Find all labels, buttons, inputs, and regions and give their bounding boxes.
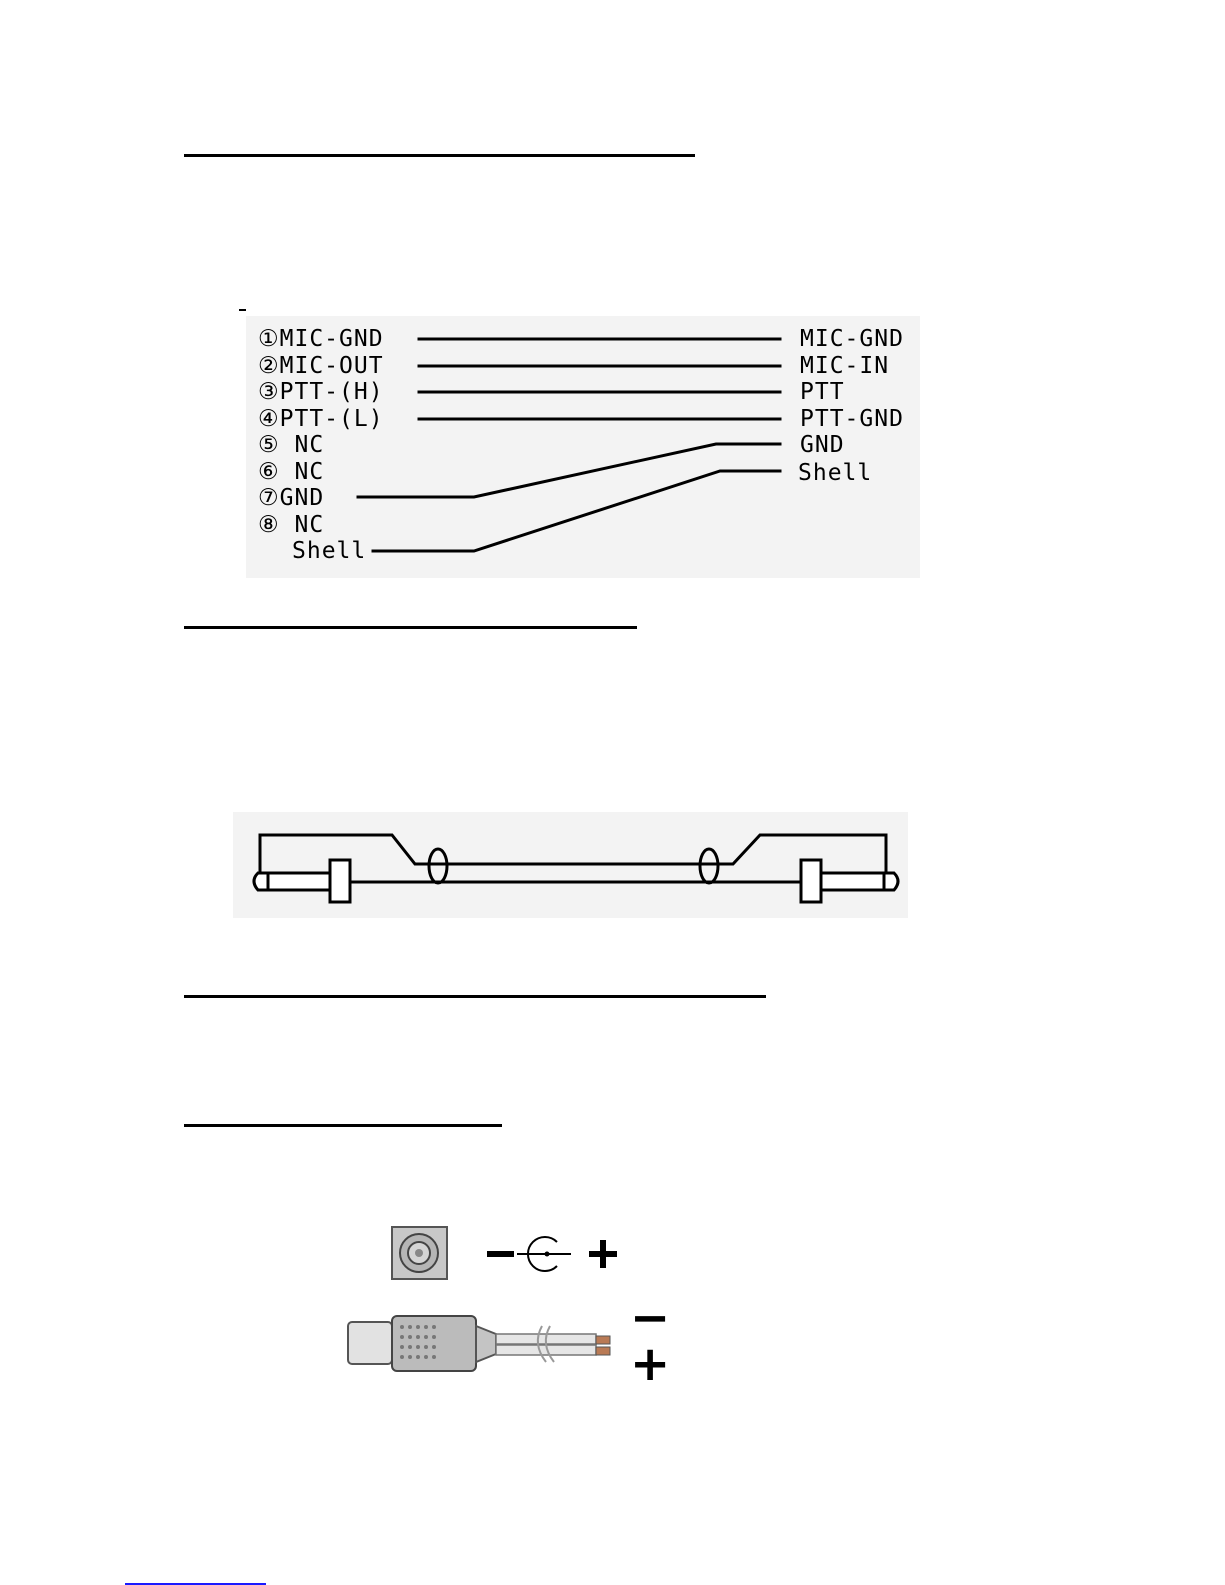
left-pin-5: ⑤ NC [258, 432, 325, 458]
right-plug-shaft [820, 873, 884, 890]
right-plug-collar [801, 860, 821, 902]
left-plug-shaft [268, 873, 332, 890]
cable-minus-label: − [630, 1290, 671, 1346]
right-pin-ptt-gnd: PTT-GND [800, 406, 904, 432]
right-pin-gnd: GND [800, 432, 845, 458]
minus-sign [487, 1251, 514, 1257]
right-pin-mic-in: MIC-IN [800, 353, 890, 379]
shield-line [260, 835, 886, 872]
left-pin-2: ②MIC-OUT [258, 353, 384, 379]
dc-jack-icon [391, 1226, 451, 1282]
left-pin-7: ⑦GND [258, 485, 325, 511]
right-plug-tip [884, 873, 898, 890]
dc-polarity-symbol-icon [485, 1233, 625, 1277]
left-plug-collar [330, 860, 350, 902]
right-pin-ptt: PTT [800, 379, 845, 405]
left-pin-3: ③PTT-(H) [258, 379, 384, 405]
plus-vertical [600, 1240, 606, 1268]
right-pin-shell: Shell [798, 460, 873, 486]
left-ferrite [429, 849, 447, 883]
left-pin-4: ④PTT-(L) [258, 406, 384, 432]
left-pin-1: ①MIC-GND [258, 326, 384, 352]
cable-plus-label: + [630, 1336, 671, 1392]
dc-plug-cable-icon [344, 1312, 644, 1382]
right-pin-mic-gnd: MIC-GND [800, 326, 904, 352]
right-ferrite [700, 849, 718, 883]
left-pin-shell: Shell [292, 538, 367, 564]
left-plug-tip [254, 873, 268, 890]
left-pin-6: ⑥ NC [258, 459, 325, 485]
left-pin-8: ⑧ NC [258, 512, 325, 538]
